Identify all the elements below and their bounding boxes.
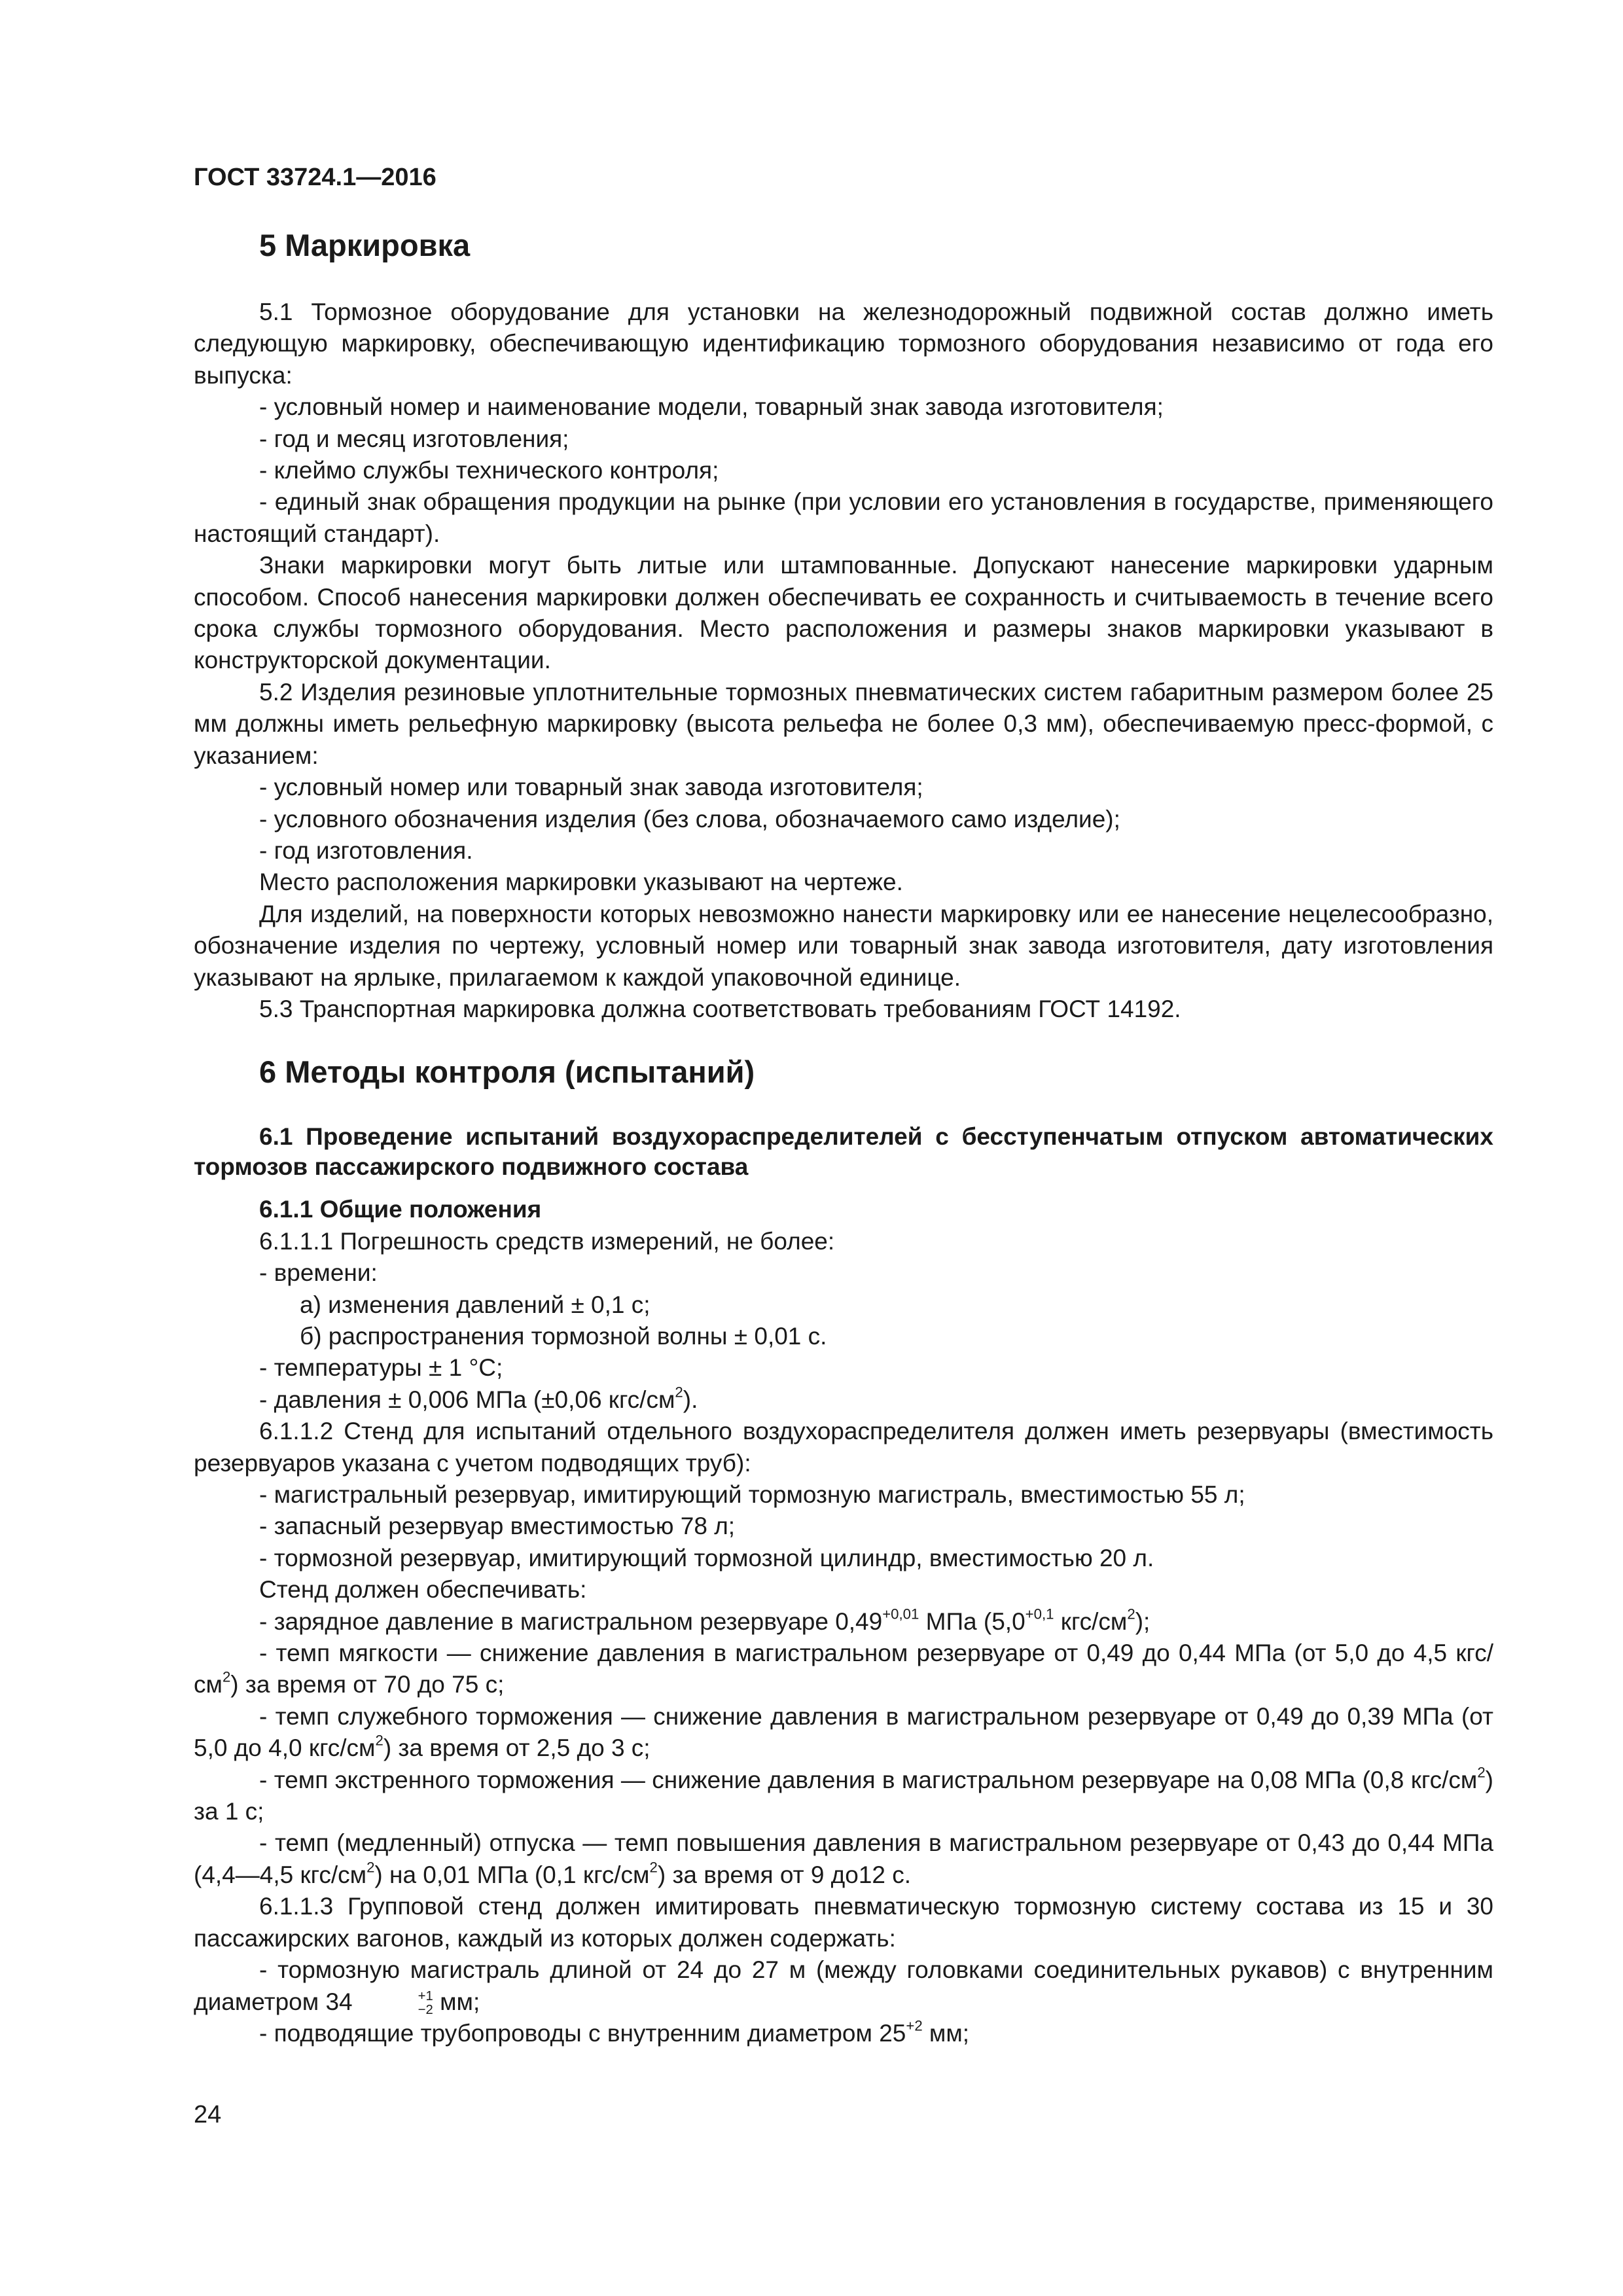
superscript: 2: [1127, 1605, 1135, 1622]
text-run: - давления ± 0,006 МПа (±0,06 кгс/см: [259, 1386, 675, 1413]
text-run: );: [1135, 1607, 1150, 1635]
list-item-time-b: б) распространения тормозной волны ± 0,01 с.: [300, 1322, 827, 1350]
page-body: [194, 226, 1493, 2049]
text-run: мм;: [922, 2019, 970, 2047]
list-item-release: [194, 1827, 1493, 1891]
superscript: 2: [375, 1732, 383, 1749]
superscript: +0,01: [882, 1605, 919, 1622]
text-run: кгс/см: [1054, 1607, 1128, 1635]
paragraph-5-3: 5.3 Транспортная маркировка должна соответствовать требованиям ГОСТ 14192.: [259, 995, 1181, 1022]
paragraph-stand-must: Стенд должен обеспечивать:: [259, 1576, 587, 1604]
text-run: - темп мягкости — снижение давления в магистральном резервуаре от 0,49 до 0,44 МПа (от 5,0 до 4,5 кгс/см: [194, 1640, 1493, 1698]
tolerance-lower: −2: [418, 2002, 433, 2017]
text-run: ).: [683, 1386, 698, 1413]
paragraph-6-1-1-3: 6.1.1.3 Групповой стенд должен имитировать пневматическую тормозную систему состава из 15 и 30 пассажирских вагонов, каждый из которых должен содержать:: [194, 1893, 1493, 1952]
superscript: 2: [649, 1859, 658, 1876]
tolerance-upper: +1: [418, 1989, 433, 2004]
paragraph-5-1: 5.1 Тормозное оборудование для установки на железнодорожный подвижной состав должно иметь следующую маркировку, обеспечивающую идентификацию тормозного оборудования независимо от года его выпуска:: [194, 298, 1493, 389]
text-run: МПа (5,0: [919, 1607, 1026, 1635]
paragraph-6-1-1-2: 6.1.1.2 Стенд для испытаний отдельного воздухораспределителя должен иметь резервуары (вместимость резервуаров указана с учетом подводящих труб):: [194, 1418, 1493, 1477]
list-item-supply-pipes: [194, 2018, 1493, 2049]
list-item: - условного обозначения изделия (без слова, обозначаемого само изделие);: [259, 805, 1120, 833]
list-item-softness: [194, 1638, 1493, 1701]
list-item-pressure: [194, 1384, 1493, 1416]
text-run: - зарядное давление в магистральном резервуаре 0,49: [259, 1607, 883, 1635]
paragraph-6-1-1-1: 6.1.1.1 Погрешность средств измерений, не более:: [259, 1227, 835, 1255]
list-item: - магистральный резервуар, имитирующий тормозную магистраль, вместимостью 55 л;: [259, 1481, 1245, 1508]
text-run: ) за 1 с;: [194, 1766, 1493, 1825]
list-item: - единый знак обращения продукции на рынке (при условии его установления в государстве, применяющего настоящий стандарт).: [194, 488, 1493, 547]
list-item: - запасный резервуар вместимостью 78 л;: [259, 1513, 736, 1540]
subsection-6-1-title: 6.1 Проведение испытаний воздухораспределителей с бесступенчатым отпуском автоматических тормозов пассажирского подвижного состава: [194, 1123, 1493, 1181]
list-item: - тормозной резервуар, имитирующий тормозной цилиндр, вместимостью 20 л.: [259, 1544, 1154, 1571]
page-number: 24: [194, 2101, 222, 2128]
text-run: - темп служебного торможения — снижение давления в магистральном резервуаре от 0,49 до 0,39 МПа (от 5,0 до 4,0 кгс/см: [194, 1702, 1493, 1762]
text-run: ) за время от 9 до12 с.: [657, 1861, 912, 1888]
text-run: мм;: [433, 1988, 480, 2015]
list-item-emergency-braking: [194, 1765, 1493, 1828]
paragraph-signs: Знаки маркировки могут быть литые или штампованные. Допускают нанесение маркировки ударным способом. Способ нанесения маркировки должен обеспечивать ее сохранность и считываемость в течение всего срока службы тормозного оборудования. Место расположения и размеры знаков маркировки указывают в конструкторской документации.: [194, 552, 1493, 674]
text-run: - подводящие трубопроводы с внутренним диаметром 25: [259, 2019, 906, 2047]
superscript: +0,1: [1025, 1605, 1054, 1622]
paragraph-5-2: 5.2 Изделия резиновые уплотнительные тормозных пневматических систем габаритным размером более 25 мм должны иметь рельефную маркировку (высота рельефа не более 0,3 мм), обеспечиваемую пресс-формой, с указанием:: [194, 678, 1493, 769]
list-item-brake-pipe: [194, 1954, 1493, 2018]
superscript: 2: [366, 1859, 375, 1876]
list-item-time-a: а) изменения давлений ± 0,1 с;: [300, 1291, 651, 1318]
text-run: - тормозную магистраль длиной от 24 до 27 м (между головками соединительных рукавов) с внутренним диаметром 34: [194, 1956, 1493, 2015]
text-run: ) за время от 2,5 до 3 с;: [383, 1734, 651, 1762]
section-6-title: 6 Методы контроля (испытаний): [259, 1054, 755, 1090]
text-run: - темп (медленный) отпуска — темп повышения давления в магистральном резервуаре от 0,43 до 0,44 МПа (4,4—4,5 кгс/см: [194, 1829, 1493, 1888]
list-item: - год и месяц изготовления;: [259, 425, 569, 452]
list-item-charge-pressure: [194, 1606, 1493, 1638]
superscript: 2: [675, 1384, 683, 1401]
subsection-6-1-1-title: 6.1.1 Общие положения: [259, 1196, 542, 1223]
list-item: - год изготовления.: [259, 836, 473, 864]
paragraph-products: Для изделий, на поверхности которых невозможно нанести маркировку или ее нанесение нецелесообразно, обозначение изделия по чертежу, условный номер или товарный знак завода изготовителя, дату изготовления указывают на ярлыке, прилагаемом к каждой упаковочной единице.: [194, 900, 1493, 991]
document-header: ГОСТ 33724.1—2016: [194, 164, 437, 191]
text-run: - темп экстренного торможения — снижение давления в магистральном резервуаре на 0,08 МПа (0,8 кгс/см: [259, 1766, 1478, 1793]
superscript: +2: [906, 2017, 923, 2034]
paragraph-place: Место расположения маркировки указывают на чертеже.: [259, 869, 903, 896]
text-run: ) на 0,01 МПа (0,1 кгс/см: [374, 1861, 650, 1888]
tolerance: [353, 1990, 433, 2017]
list-item-time: - времени:: [259, 1259, 378, 1287]
list-item: - клеймо службы технического контроля;: [259, 457, 719, 484]
text-run: ) за время от 70 до 75 с;: [230, 1671, 505, 1698]
superscript: 2: [1477, 1764, 1486, 1781]
superscript: 2: [222, 1668, 231, 1685]
list-item-service-braking: [194, 1701, 1493, 1765]
list-item-temperature: - температуры ± 1 °С;: [259, 1354, 503, 1382]
list-item: - условный номер и наименование модели, товарный знак завода изготовителя;: [259, 393, 1164, 421]
section-5-title: 5 Маркировка: [259, 228, 471, 262]
list-item: - условный номер или товарный знак завода изготовителя;: [259, 774, 923, 801]
